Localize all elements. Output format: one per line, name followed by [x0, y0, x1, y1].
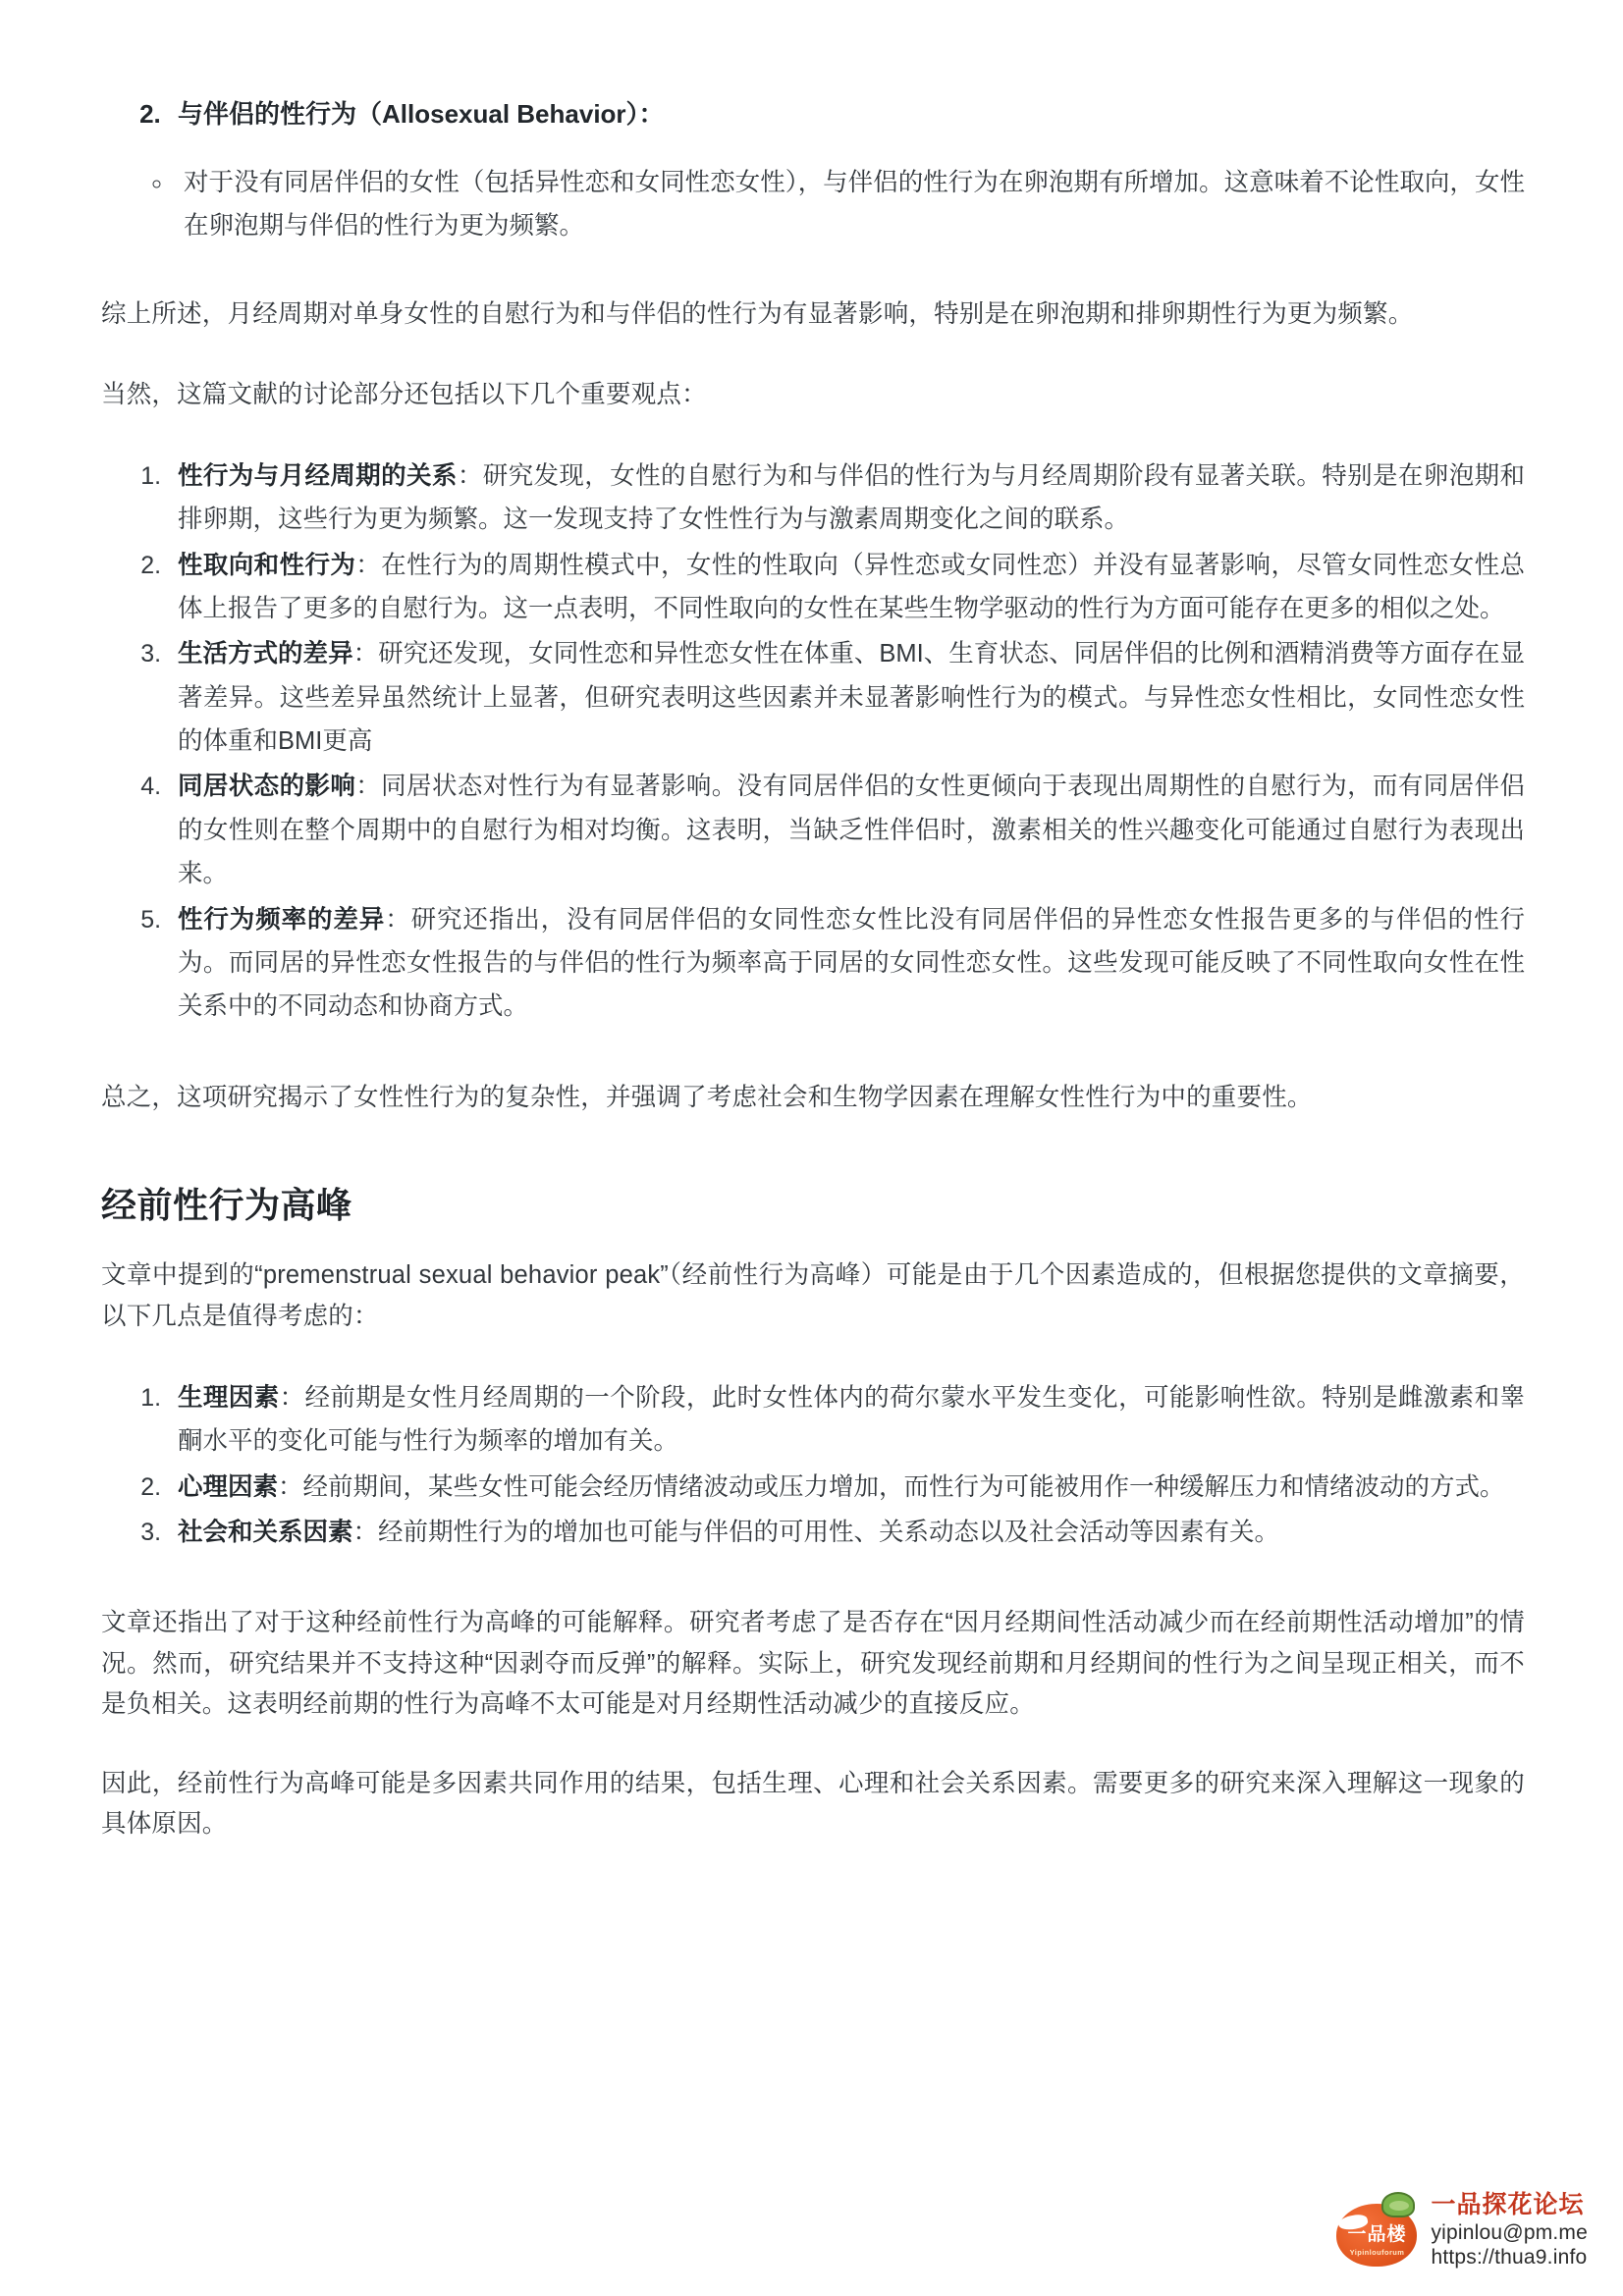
list-item-lead: 性取向和性行为: [178, 551, 356, 579]
logo-pinyin: Yipinlouforum: [1349, 2248, 1405, 2258]
spacer: [101, 1230, 1525, 1255]
logo-leaf-icon: [1381, 2192, 1415, 2217]
document-content: [101, 94, 1525, 1845]
list-item-body: ：研究还指出，没有同居伴侣的女同性恋女性比没有同居伴侣的异性恋女性报告更多的与伴侣的性行为。而同居的异性恋女性报告的与伴侣的性行为频率高于同居的女同性恋女性。这些发现可能反映了不同性取向女性在性关系中的不同动态和协商方式。: [178, 905, 1525, 1021]
spacer: [101, 1337, 1525, 1376]
paragraph-explanation: 文章还指出了对于这种经前性行为高峰的可能解释。研究者考虑了是否存在“因月经期间性活动减少而在经前期性活动增加”的情况。然而，研究结果并不支持这种“因剥夺而反弹”的解释。实际上，研究发现经前期和月经期间的性行为之间呈现正相关，而不是负相关。这表明经前期的性行为高峰不太可能是对月经期性活动减少的直接反应。: [101, 1609, 1525, 1718]
spacer: [101, 1165, 1525, 1181]
list-item: [168, 1376, 1525, 1464]
factor-points-list: [101, 1376, 1525, 1554]
list-item-body: ：研究发现，女性的自慰行为和与伴侣的性行为与月经周期阶段有显著关联。特别是在卵泡期和排卵期，这些行为更为频繁。这一发现支持了女性性行为与激素周期变化之间的联系。: [178, 461, 1525, 534]
paragraph-conclusion: 总之，这项研究揭示了女性性行为的复杂性，并强调了考虑社会和生物学因素在理解女性性行为中的重要性。: [101, 1083, 1313, 1111]
outer-list-item-title: 与伴侣的性行为（Allosexual Behavior）：: [178, 99, 665, 129]
spacer: [101, 247, 1525, 294]
watermark-url[interactable]: https://thua9.info: [1431, 2246, 1588, 2269]
watermark: [1336, 2190, 1588, 2270]
list-item-lead: 同居状态的影响: [178, 773, 356, 801]
spacer: [101, 415, 1525, 454]
spacer: [101, 1031, 1525, 1078]
spacer: [101, 1725, 1525, 1764]
list-item-body: ：经前期是女性月经周期的一个阶段，此时女性体内的荷尔蒙水平发生变化，可能影响性欲。特别是雌激素和睾酮水平的变化可能与性行为频率的增加有关。: [178, 1383, 1525, 1456]
paragraph-final: 因此，经前性行为高峰可能是多因素共同作用的结果，包括生理、心理和社会关系因素。需要更多的研究来深入理解这一现象的具体原因。: [101, 1770, 1525, 1839]
list-item-lead: 性行为与月经周期的关系: [178, 461, 458, 490]
sub-bullet-list: [101, 161, 1525, 248]
list-item-body: ：同居状态对性行为有显著影响。没有同居伴侣的女性更倾向于表现出周期性的自慰行为，而有同居伴侣的女性则在整个周期中的自慰行为相对均衡。这表明，当缺乏性伴侣时，激素相关的性兴趣变化可能通过自慰行为表现出来。: [178, 773, 1525, 888]
list-item: [168, 1466, 1525, 1509]
list-item-lead: 性行为频率的差异: [178, 905, 386, 934]
list-item-lead: 生活方式的差异: [178, 640, 353, 668]
watermark-email: yipinlou@pm.me: [1431, 2220, 1588, 2244]
paragraph-summary: 综上所述，月经周期对单身女性的自慰行为和与伴侣的性行为有显著影响，特别是在卵泡期和排卵期性行为更为频繁。: [101, 300, 1414, 329]
list-item-body: ：研究还发现，女同性恋和异性恋女性在体重、BMI、生育状态、同居伴侣的比例和酒精消费等方面存在显著差异。这些差异虽然统计上显著，但研究表明这些因素并未显著影响性行为的模式。与异性恋女性相比，女同性恋女性的体重和BMI更高: [178, 640, 1525, 756]
list-item: [168, 454, 1525, 542]
list-item-lead: 心理因素: [178, 1472, 279, 1501]
spacer: [101, 336, 1525, 375]
list-item: [168, 765, 1525, 895]
watermark-title: 一品探花论坛: [1431, 2191, 1585, 2219]
watermark-text: [1431, 2190, 1588, 2270]
list-item: [168, 1511, 1525, 1554]
list-item-body: ：在性行为的周期性模式中，女性的性取向（异性恋或女同性恋）并没有显著影响，尽管女同性恋女性总体上报告了更多的自慰行为。这一点表明，不同性取向的女性在某些生物学驱动的性行为方面可能存在更多的相似之处。: [178, 551, 1525, 622]
list-item-lead: 生理因素: [178, 1383, 280, 1412]
list-item: [168, 632, 1525, 763]
spacer: [101, 1556, 1525, 1603]
list-item: [168, 544, 1525, 631]
forum-logo-icon: [1336, 2192, 1419, 2269]
paragraph-peak-intro: 文章中提到的“premenstrual sexual behavior peak”（经前性行为高峰）可能是由于几个因素造成的，但根据您提供的文章摘要，以下几点是值得考虑的：: [101, 1261, 1525, 1330]
outer-list-item: [168, 94, 1525, 135]
discussion-points-list: [101, 454, 1525, 1029]
paragraph-intro: 当然，这篇文献的讨论部分还包括以下几个重要观点：: [101, 380, 707, 408]
spacer: [101, 1118, 1525, 1165]
spacer: [101, 135, 1525, 161]
list-item: [168, 898, 1525, 1029]
list-item-body: ：经前期间，某些女性可能会经历情绪波动或压力增加，而性行为可能被用作一种缓解压力和情绪波动的方式。: [278, 1472, 1505, 1501]
list-item-body: ：经前期性行为的增加也可能与伴侣的可用性、关系动态以及社会活动等因素有关。: [352, 1518, 1280, 1546]
sub-bullet-item: ◦ 对于没有同居伴侣的女性（包括异性恋和女同性恋女性），与伴侣的性行为在卵泡期有所增加。这意味着不论性取向，女性在卵泡期与伴侣的性行为更为频繁。: [174, 161, 1525, 248]
outer-numbered-list: [101, 94, 1525, 135]
logo-label: 一品楼: [1347, 2224, 1407, 2246]
list-item-lead: 社会和关系因素: [178, 1518, 353, 1546]
section-heading: 经前性行为高峰: [101, 1184, 352, 1225]
